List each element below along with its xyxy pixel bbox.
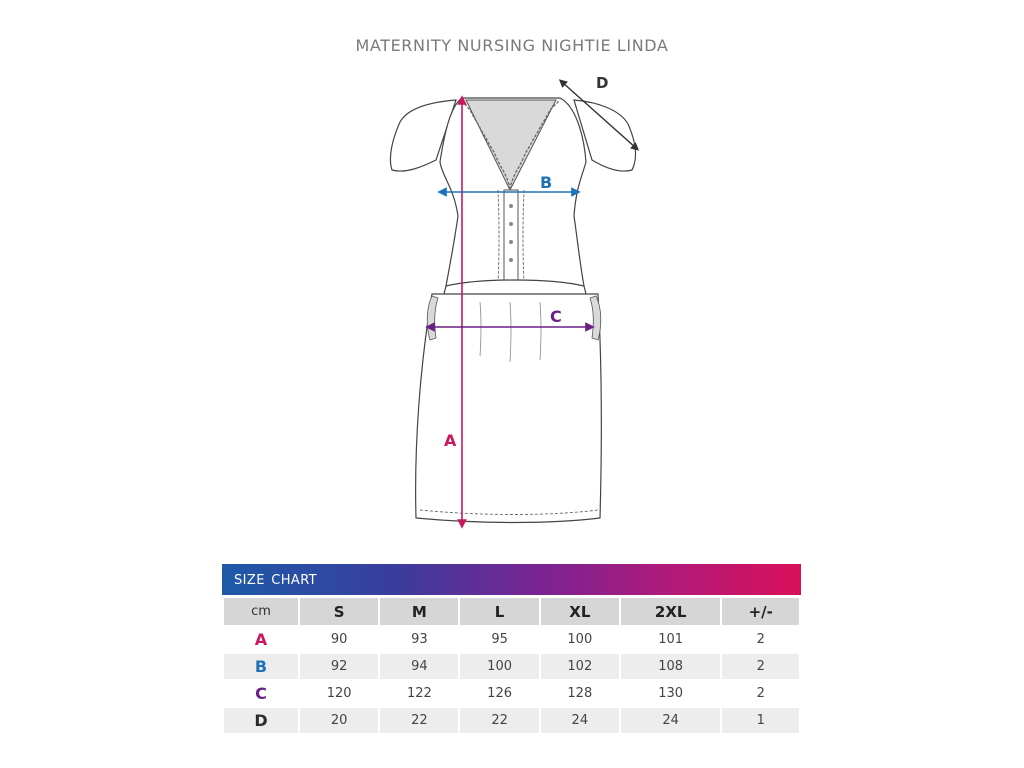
- table-cell: 95: [460, 627, 538, 652]
- column-header: S: [300, 598, 378, 625]
- table-cell: 92: [300, 654, 378, 679]
- row-label: D: [224, 708, 298, 733]
- table-row: [224, 681, 799, 706]
- nightie-diagram: [370, 66, 660, 536]
- table-cell: 2: [722, 654, 799, 679]
- column-header: M: [380, 598, 458, 625]
- table-cell: 130: [621, 681, 720, 706]
- column-header: XL: [541, 598, 619, 625]
- row-label: A: [224, 627, 298, 652]
- button: [509, 258, 513, 262]
- size-chart-heading: size chart: [234, 567, 318, 589]
- button: [509, 222, 513, 226]
- measure-d-label: D: [596, 74, 609, 92]
- table-cell: 2: [722, 681, 799, 706]
- row-label: B: [224, 654, 298, 679]
- page-title: MATERNITY NURSING NIGHTIE LINDA: [355, 36, 669, 55]
- measure-a-label: A: [444, 431, 457, 450]
- button: [509, 204, 513, 208]
- skirt: [416, 294, 602, 523]
- table-cell: 128: [541, 681, 619, 706]
- table-row: [224, 708, 799, 733]
- table-header-row: [224, 598, 799, 625]
- table-row: [224, 627, 799, 652]
- table-cell: 90: [300, 627, 378, 652]
- measure-c-label: C: [550, 307, 562, 326]
- table-cell: 100: [541, 627, 619, 652]
- column-header: +/-: [722, 598, 799, 625]
- table-cell: 24: [541, 708, 619, 733]
- table-cell: 126: [460, 681, 538, 706]
- table-cell: 108: [621, 654, 720, 679]
- column-header: L: [460, 598, 538, 625]
- table-cell: 93: [380, 627, 458, 652]
- table-cell: 22: [380, 708, 458, 733]
- column-header: 2XL: [621, 598, 720, 625]
- table-row: [224, 654, 799, 679]
- table-cell: 100: [460, 654, 538, 679]
- table-cell: 120: [300, 681, 378, 706]
- table-cell: 1: [722, 708, 799, 733]
- size-chart-header: [222, 564, 801, 595]
- measure-b-label: B: [540, 173, 553, 192]
- table-cell: 22: [460, 708, 538, 733]
- table-cell: 122: [380, 681, 458, 706]
- table-cell: 102: [541, 654, 619, 679]
- table-cell: 94: [380, 654, 458, 679]
- column-header: cm: [224, 598, 298, 625]
- button: [509, 240, 513, 244]
- table-cell: 24: [621, 708, 720, 733]
- table-cell: 20: [300, 708, 378, 733]
- row-label: C: [224, 681, 298, 706]
- table-cell: 101: [621, 627, 720, 652]
- size-chart-table: [222, 596, 801, 735]
- table-cell: 2: [722, 627, 799, 652]
